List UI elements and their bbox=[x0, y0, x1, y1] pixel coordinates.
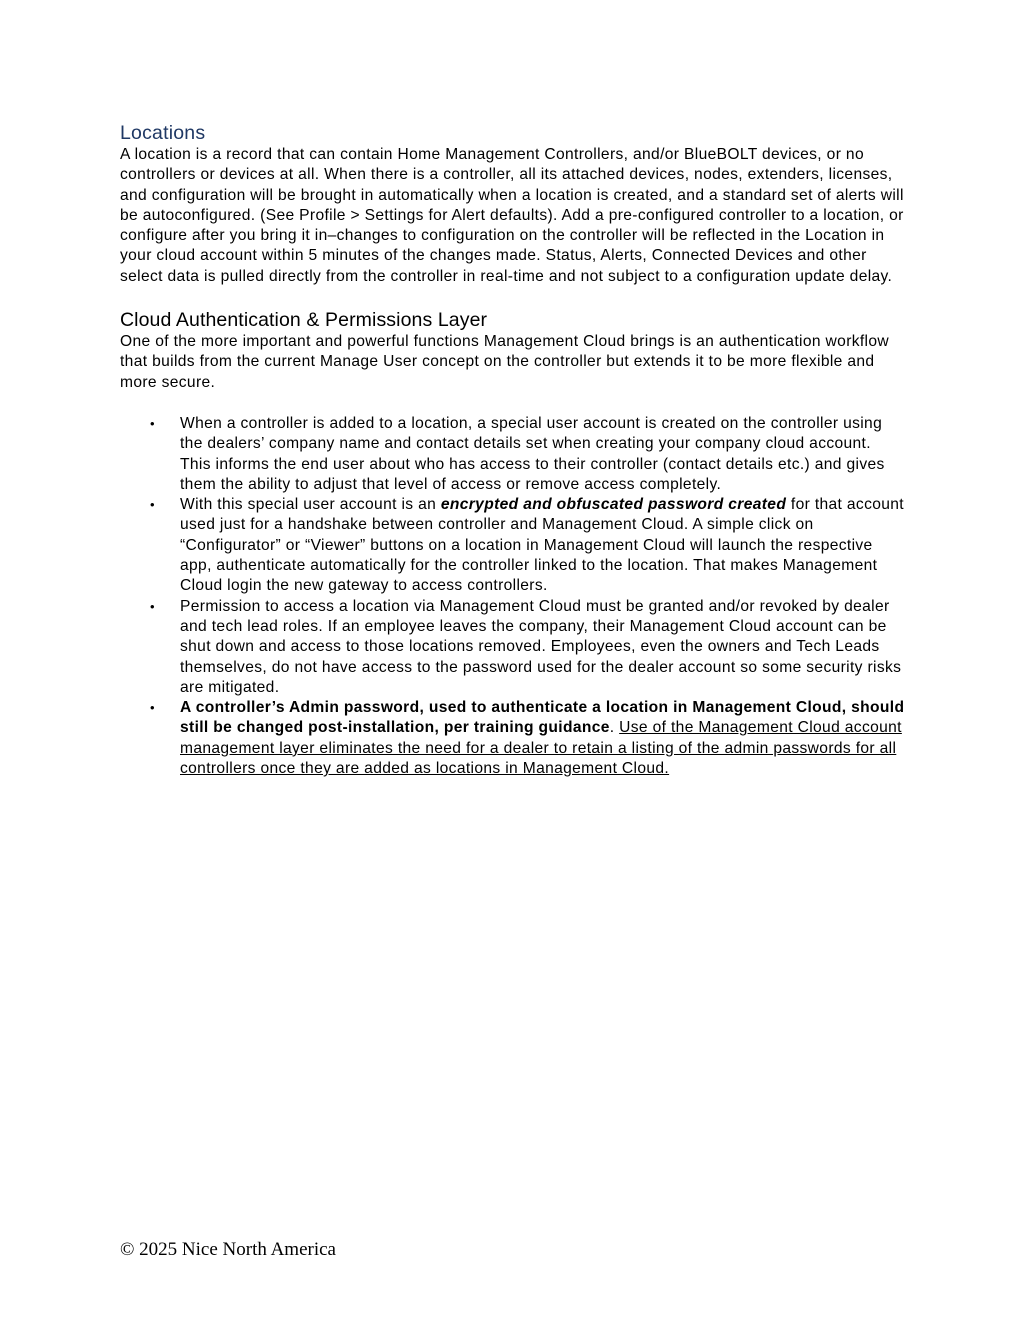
cloud-auth-heading: Cloud Authentication & Permissions Layer bbox=[120, 309, 488, 332]
bullet-marker: • bbox=[150, 497, 155, 513]
bullet-item-controller-added bbox=[120, 414, 905, 495]
document-page bbox=[120, 121, 905, 779]
bullet-text-underlined: Use of the Management Cloud account management layer eliminates the need for a dealer to retain a listing of the admin passwords for all controllers once they are added as locations in Management Cloud. bbox=[180, 719, 902, 778]
bullet-text-prefix: With this special user account is an bbox=[180, 496, 441, 514]
bullet-text-bold: A controller’s Admin password, used to authenticate a location in Management Cloud, should still be changed post-installation, per training guidance bbox=[180, 699, 905, 737]
bullet-marker: • bbox=[150, 415, 155, 431]
bullet-text-suffix: for that account used just for a handshake between controller and Management Cloud. A simple click on “Configurator” or “Viewer” buttons on a location in Management Cloud will launch the respective app, authenticate automatically for the controller linked to the location. That makes Management Cloud login the new gateway to access controllers. bbox=[180, 496, 904, 595]
bullet-marker: • bbox=[150, 700, 155, 716]
bullet-item-encrypted-password bbox=[120, 495, 905, 596]
locations-paragraph: A location is a record that can contain Home Management Controllers, and/or BlueBOLT devices, or no controllers or devices at all. When there is a controller, all its attached devices, nodes, extenders, licenses, and configuration will be brought in automatically when a location is created, and a standard set of alerts will be autoconfigured. (See Profile > Settings for Alert defaults). Add a pre-configured controller to a location, or configure after you bring it in–changes to configuration on the controller will be reflected in the Location in your cloud account within 5 minutes of the changes made. Status, Alerts, Connected Devices and other select data is pulled directly from the controller in real-time and not subject to a configuration update delay. bbox=[120, 146, 904, 285]
bullet-text-emphasis: encrypted and obfuscated password created bbox=[440, 496, 787, 514]
locations-heading: Locations bbox=[120, 122, 206, 144]
bullet-text: When a controller is added to a location, a special user account is created on the controller using the dealers’ company name and contact details set when creating your company cloud account. This informs the end user about who has access to their controller (contact details etc.) and gives them the ability to adjust that level of access or remove access completely. bbox=[180, 414, 885, 493]
bullet-item-admin-password bbox=[120, 698, 905, 779]
bullet-text: Permission to access a location via Management Cloud must be granted and/or revoked by dealer and tech lead roles. If an employee leaves the company, their Management Cloud account can be shut down and access to those locations removed. Employees, even the owners and Tech Leads themselves, do not have access to the password used for the dealer account so some security risks are mitigated. bbox=[180, 597, 902, 696]
footer-copyright: © 2025 Nice North America bbox=[120, 1239, 336, 1260]
bullet-marker: • bbox=[150, 598, 155, 614]
cloud-auth-paragraph: One of the more important and powerful functions Management Cloud brings is an authentication workflow that builds from the current Manage User concept on the controller but extends it to be more flexible and more secure. bbox=[120, 333, 890, 391]
bullet-item-permission-access bbox=[120, 597, 905, 698]
cloud-auth-bullet-list bbox=[120, 414, 905, 779]
bullet-text-separator: . bbox=[609, 719, 620, 737]
